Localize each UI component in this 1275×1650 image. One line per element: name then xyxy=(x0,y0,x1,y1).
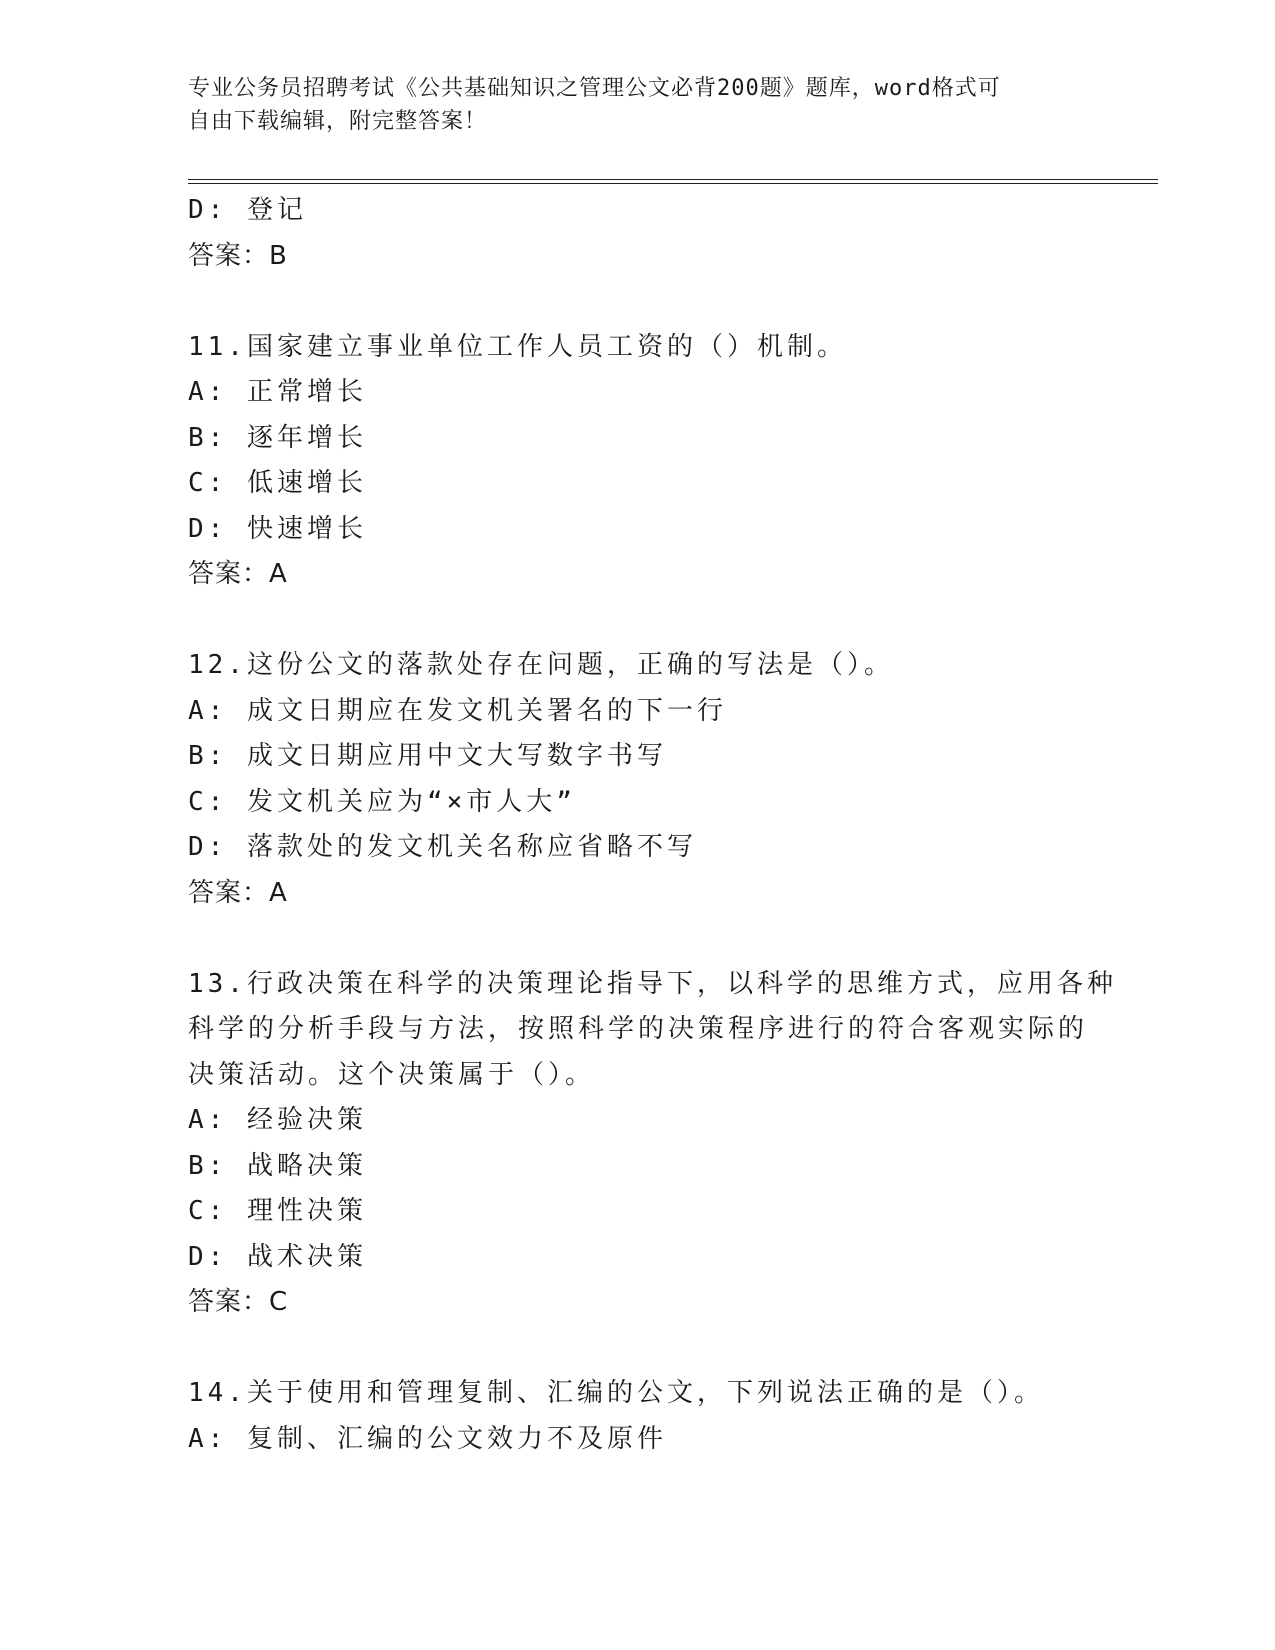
spacer xyxy=(188,598,1088,644)
option-b: B: 逐年增长 xyxy=(188,422,367,453)
option-a: A: 复制、汇编的公文效力不及原件 xyxy=(188,1423,667,1454)
header-line-1: 专业公务员招聘考试《公共基础知识之管理公文必背200题》题库，word格式可 xyxy=(188,76,1001,101)
question-11 xyxy=(188,325,1088,598)
header-divider-top xyxy=(188,179,1158,180)
answer-line: 答案：A xyxy=(188,559,288,589)
question-13 xyxy=(188,962,1117,1326)
option-b: B: 战略决策 xyxy=(188,1150,367,1181)
question-text: 11.国家建立事业单位工作人员工资的（）机制。 xyxy=(188,331,847,362)
question-text: 14.关于使用和管理复制、汇编的公文，下列说法正确的是（）。 xyxy=(188,1378,1044,1408)
question-14 xyxy=(188,1371,1088,1462)
header-line-2: 自由下载编辑，附完整答案！ xyxy=(188,109,488,134)
option-d: D: 战术决策 xyxy=(188,1241,367,1272)
option-c: C: 理性决策 xyxy=(188,1196,367,1226)
option-c: C: 低速增长 xyxy=(188,468,367,498)
spacer xyxy=(188,916,1088,962)
page-header xyxy=(188,72,1088,138)
question-text: 12.这份公文的落款处存在问题，正确的写法是（）。 xyxy=(188,650,894,680)
option-c: C: 发文机关应为“×市人大” xyxy=(188,786,576,817)
option-d: D: 落款处的发文机关名称应省略不写 xyxy=(188,832,697,862)
question-text: 决策活动。这个决策属于（）。 xyxy=(188,1059,596,1090)
option-b: B: 成文日期应用中文大写数字书写 xyxy=(188,741,667,771)
option-a: A: 正常增长 xyxy=(188,377,367,407)
previous-question-tail xyxy=(188,188,1088,279)
answer-line: 答案：A xyxy=(188,877,288,908)
answer-line: 答案：C xyxy=(188,1287,289,1317)
option-d: D: 快速增长 xyxy=(188,513,367,544)
question-text: 科学的分析手段与方法，按照科学的决策程序进行的符合客观实际的 xyxy=(188,1014,1089,1044)
option-a: A: 成文日期应在发文机关署名的下一行 xyxy=(188,695,727,726)
option-d: D: 登记 xyxy=(188,195,307,225)
option-a: A: 经验决策 xyxy=(188,1105,367,1135)
question-text: 13.行政决策在科学的决策理论指导下，以科学的思维方式，应用各种 xyxy=(188,968,1117,999)
spacer xyxy=(188,279,1088,325)
answer-line: 答案：B xyxy=(188,240,288,271)
spacer xyxy=(188,1326,1088,1372)
header-divider-bottom xyxy=(188,183,1158,184)
question-12 xyxy=(188,643,1088,916)
document-body xyxy=(188,188,1117,1462)
